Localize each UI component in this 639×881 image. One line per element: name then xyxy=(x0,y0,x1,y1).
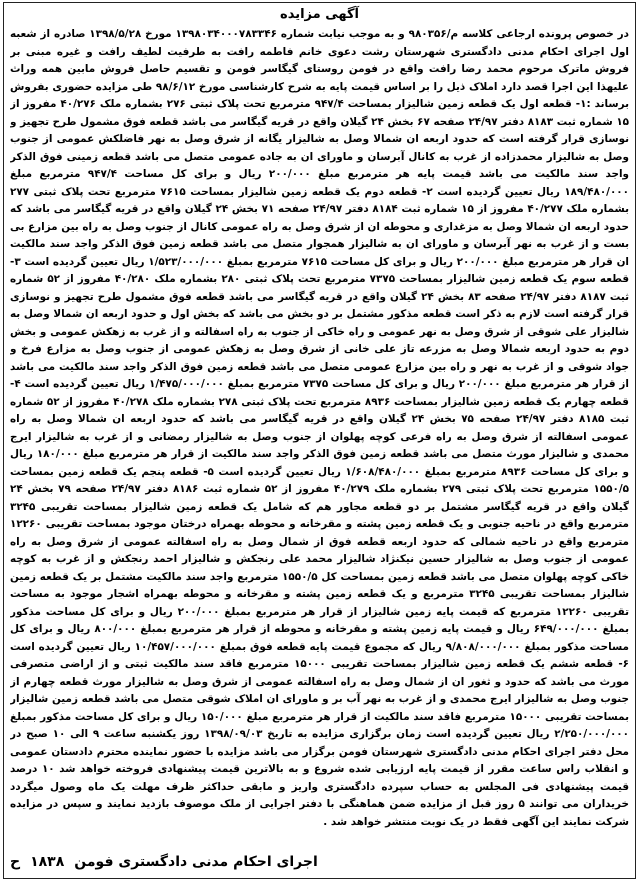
footer-ref-prefix: ح xyxy=(10,854,21,870)
notice-body: در خصوص پرونده ارجاعی کلاسه م/۹۸۰۳۵۶ و به موجب نیابت شماره ۱۳۹۸۰۳۴۰۰۰۷۸۳۳۴۶ مورخ ۱۳۹۸/۵/۲۸ صادره از شعبه اول اجرای احکام مدنی دادگستری شهرستان رشت دعوی خانم فاطمه رافت به طرفیت لطیف رافت و غیره مبنی بر فروش ماترک مرحوم محمد رضا رافت واقع در فومن روستای گیگاسر فومن و تقسیم حاصل فروش مابین همه وراث علیهذا این اجرا قصد دارد املاک ذیل را بر اساس قیمت پایه به شرح کارشناسی مورخ ۹۸/۶/۱۲ طی مزایده حضوری بفروش برساند :۱- قطعه اول یک قطعه زمین شالیزار بمساحت ۹۴۷/۴ مترمربع تحت پلاک ثبتی ۲۷۶ بشماره ملک ۴۰/۲۷۶ مفروز از ۱۵ شماره ثبت ۸۱۸۳ دفتر ۲۴/۹۷ صفحه ۶۷ بخش ۲۴ گیلان واقع در قریه گیگاسر می باشد قطعه فوق مشمول طرح تجهیز و نوسازی قرار گرفته است که حدود اربعه ان شمالا وصل به شالیزار یگانه از شرق وصل به نهر فاضلکش عمومی از جنوب وصل به شالیزار محمدزاده از غرب به کانال آبرسان و ماورای ان به جاده عمومی متصل می باشد قطعه زمینی فوق الذکر واجد سند مالکیت می باشد قیمت پایه هر مترمربع مبلغ ۲۰۰/۰۰۰ ریال و برای کل مساحت ۹۴۷/۴ مترمربع مبلغ ۱۸۹/۴۸۰/۰۰۰ ریال تعیین گردیده است ۲- قطعه دوم یک قطعه زمین شالیزار بمساحت ۷۶۱۵ مترمربع تحت پلاک ثبتی ۲۷۷ بشماره ملک ۴۰/۲۷۷ مفروز از ۱۵ شماره ثبت ۸۱۸۴ دفتر ۲۴/۹۷ صفحه ۷۱ بخش ۲۴ گیلان واقع در قریه گیگاسر می باشد که حدود اربعه ان شمالا وصل به مزغداری و محوطه ان از شرق وصل به راه عمومی کانال از جنوب وصل به راه بین مزارع بی بست و از غرب به نهر آبرسان و ماورای ان به شالیزار همجوار متصل می باشد قطعه زمین فوق الذکر واجد سند مالکیت ان قرار هر مترمربع مبلغ ۲۰۰/۰۰۰ ریال و برای کل مساحت ۷۶۱۵ مترمربع بمبلغ ۱/۵۲۳/۰۰۰/۰۰۰ ریال تعیین گردیده است ۳- قطعه سوم یک قطعه زمین شالیزار بمساحت ۷۳۷۵ مترمربع تحت پلاک ثبتی ۲۸۰ بشماره ملک ۴۰/۲۸۰ مفروز از ۵۲ شماره ثبت ۸۱۸۷ دفتر ۲۴/۹۷ صفحه ۸۳ بخش ۲۴ گیلان واقع در قریه گیگاسر می باشد قطعه فوق مشمول طرح تجهیز و نوسازی قرار گرفته است لازم به ذکر است قطعه مذکور مشتمل بر دو بخش می باشد که بخش اول و حدود اربعه ان شمالا وصل به شالیزار علی شوقی از شرق وصل به نهر عمومی و راه خاکی از جنوب به راه اسفالته و از غرب به زهکش عمومی و بخش دوم به حدود اربعه شمالا وصل به مزرعه تاز علی خانی از شرق وصل به زهکش عمومی از جنوب وصل به مزارع فرخ و جواد شوقی و از غرب به نهر و راه بین مزارع عمومی متصل می باشد قطعه زمین فوق الذکر واجد سند مالکیت می باشد از قرار هر مترمربع مبلغ ۲۰۰/۰۰۰ ریال و برای کل مساحت ۷۳۷۵ مترمربع بمبلغ ۱/۴۷۵/۰۰۰/۰۰۰ ریال تعیین گردیده است ۴- قطعه چهارم یک قطعه زمین شالیزار بمساحت ۸۹۳۶ مترمربع تحت پلاک ثبتی ۲۷۸ بشماره ملک ۴۰/۲۷۸ مفروز از ۵۲ شماره ثبت ۸۱۸۵ دفتر ۲۴/۹۷ صفحه ۷۵ بخش ۲۴ گیلان واقع در قریه گیگاسر می باشد که حدود اربعه ان شمالا وصل به راه عمومی اسفالته از شرق وصل به راه فرعی کوچه پهلوان از جنوب وصل به شالیزار رمضانی و از غرب به شالیزار ایرج محمدی و شالیزار مورث متصل می باشد قطعه زمین فوق الذکر واجد سند مالکیت از قرار هر مترمربع مبلغ ۱۸۰/۰۰۰ ریال و برای کل مساحت ۸۹۳۶ مترمربع بمبلغ ۱/۶۰۸/۴۸۰/۰۰۰ ریال تعیین گردیده است ۵- قطعه پنجم یک قطعه زمین بمساحت ۱۵۵۰/۵ مترمربع تحت پلاک ثبتی ۲۷۹ بشماره ملک ۴۰/۲۷۹ مفروز از ۵۲ شماره ثبت ۸۱۸۶ دفتر ۲۴/۹۷ صفحه ۷۹ بخش ۲۴ گیلان واقع در قریه گیگاسر مشتمل بر دو قطعه مجاور هم که شامل یک قطعه زمین شالیزار بمساحت تقریبی ۳۲۴۵ مترمربع واقع در ناحیه جنوبی و یک قطعه زمین پشته و مقرخانه و محوطه بهمراه درختان موجود بمساحت تقریبی ۱۲۲۶۰ مترمربع واقع در ناحیه شمالی که حدود اربعه قطعه فوق از شمال وصل به راه اسفالته عمومی از شرق وصل به راه عمومی از جنوب وصل به شالیزار حسین نیکنژاد شالیزار محمد علی رنجکش و شالیزار احمد رنجکش و از غرب به کوچه خاکی کوچه پهلوان متصل می باشد قطعه زمین بمساحت کل ۱۵۵۰/۵ مترمربع واجد سند مالکیت مشتمل بر یک قطعه زمین شالیزار بمساحت تقریبی ۳۲۴۵ مترمربع و یک قطعه زمین پشته و مقرخانه و محوطه بهمراه اشجار موجود به مساحت تقریبی ۱۲۲۶۰ مترمربع که قیمت پایه زمین شالیزار از قرار هر مترمربع بمبلغ ۲۰۰/۰۰۰ ریال و برای کل مساحت مذکور بمبلغ ۶۴۹/۰۰۰/۰۰۰ ریال و قیمت پایه زمین پشته و مقرخانه و محوطه از قرار هر مترمربع بمبلغ ۸۰۰/۰۰۰ ریال و برای کل مساحت مذکور بمبلغ ۹/۸۰۸/۰۰۰/۰۰۰ ریال که مجموع قیمت پایه قطعه فوق بمبلغ ۱۰/۴۵۷/۰۰۰/۰۰۰ ریال تعیین گردیده است ۶- قطعه ششم یک قطعه زمین شالیزار بمساحت تقریبی ۱۵۰۰۰ مترمربع فاقد سند مالکیت ثبتی و از اراضی متصرفی مورث می باشد که حدود و ثغور ان از شمال وصل به راه اسفالته عمومی از شرق وصل به شالیزار مورث قطعه چهارم از جنوب وصل به شالیزار ایرج محمدی و از غرب به نهر آب بر و ماورای ان املاک شوقی متصل می باشد قطعه زمین شالیزار بمساحت تقریبی ۱۵۰۰۰ مترمربع فاقد سند مالکیت از قرار هر مترمربع مبلغ ۱۵۰/۰۰۰ ریال و برای کل مساحت مذکور بمبلغ ۲/۲۵۰/۰۰۰/۰۰۰ ریال تعیین گردیده است زمان برگزاری مزایده به تاریخ ۱۳۹۸/۰۹/۰۳ روز یکشنبه ساعت ۹ الی ۱۰ صبح در محل دفتر اجرای احکام مدنی دادگستری شهرستان فومن برگزار می باشد مزایده با حضور نماینده محترم دادستان عمومی و انقلاب راس ساعت مقرر از قیمت پایه ارزیابی شده شروع و به بالاترین قیمت پیشنهادی فروخته خواهد شد ۱۰ درصد قیمت پیشنهادی فی المجلس به حساب سپرده دادگستری واریز و مابقی حداکثر ظرف مهلت یک ماه وصول میگردد خریداران می توانند ۵ روز قبل از مزایده ضمن هماهنگی با دفتر اجرایی از ملک موصوف بازدید نمایند و سپس در مزایده شرکت نمایند این آگهی فقط در یک نوبت منتشر خواهد شد . xyxy=(10,28,629,828)
notice-footer xyxy=(10,851,629,873)
footer-issuer: اجرای احکام مدنی دادگستری فومن xyxy=(74,854,318,870)
notice-title: آگهی مزایده xyxy=(280,7,359,22)
footer-ref-number: ۱۸۳۸ xyxy=(30,854,65,870)
